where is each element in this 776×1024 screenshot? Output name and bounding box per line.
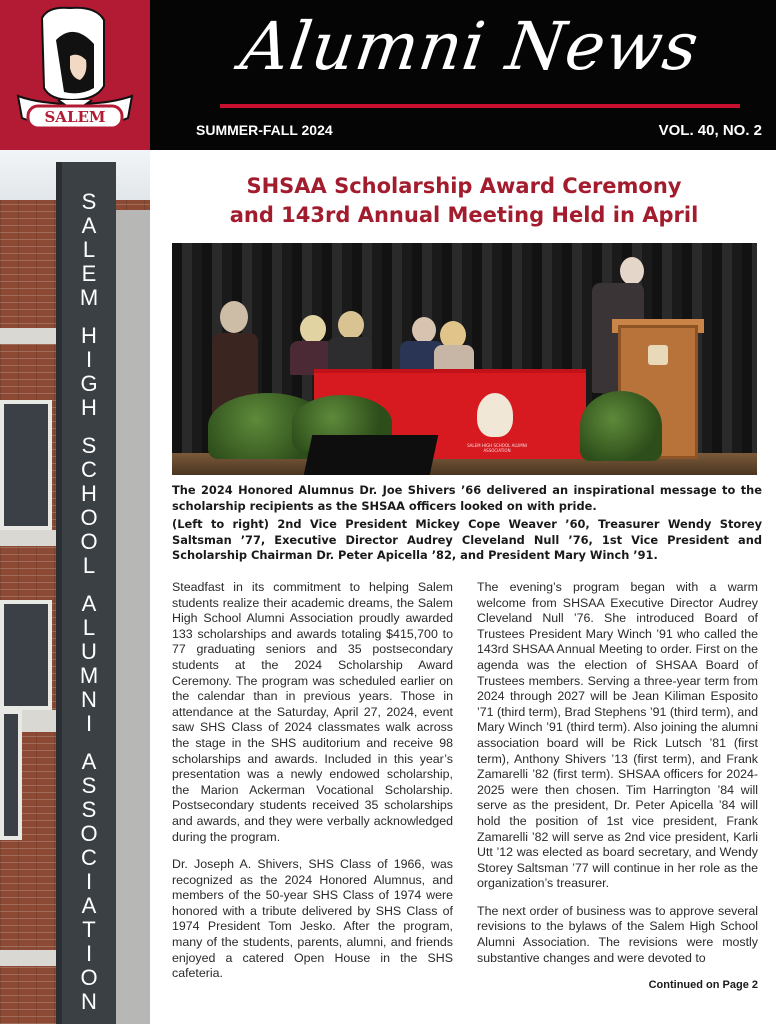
- pylon-letter: L: [82, 615, 96, 640]
- headline-line-2: and 143rd Annual Meeting Held in April: [229, 203, 699, 227]
- pylon-letter: H: [81, 481, 97, 506]
- building-photo: [0, 150, 150, 1024]
- pylon-letter: A: [81, 213, 97, 238]
- table-banner-text: SALEM HIGH SCHOOL ALUMNI ASSOCIATION: [467, 443, 527, 453]
- pylon-letter: H: [81, 395, 97, 420]
- issue-date: SUMMER-FALL 2024: [196, 122, 333, 138]
- body-paragraph: The next order of business was to approve several revisions to the bylaws of the Salem High School Alumni Association. The revisions were mostly substantive changes and were devoted to: [477, 903, 758, 965]
- body-paragraph: The evening’s program began with a warm welcome from SHSAA Executive Director Audrey Cleveland Null ’76. She introduced Board of Trustees President Mary Winch ’91 who called the 143rd SHSAA Annual Meeting to order. First on the agenda was the election of SHSAA Board of Trustees members. Serving a three-year term from 2024 through 2027 will be Jean Kiliman Esposito ’71 (third term), Brad Stephens ’91 (third term), and Mary Winch ’91 (third term). Also joining the alumni association board will be Rick Lutsch ’81 (first term), Anthony Shivers ’13 (first term), and Frank Zamarelli ’82 (first term). SHSAA officers for 2024-2025 were then chosen. Tim Harrington ’84 will serve as the president, Dr. Peter Apicella ’84 will hold the position of 1st vice president, Frank Zamarelli ’82 will serve as 2nd vice president, Karli Utt ’12 was elected as board secretary, and Wendy Storey Saltsman ’77 will continue in her role as the organization’s treasurer.: [477, 580, 758, 891]
- pylon-letter: S: [81, 189, 97, 214]
- window: [0, 600, 52, 710]
- article-column-left: [172, 580, 453, 982]
- pylon-letter: N: [81, 687, 97, 712]
- article-column-right: [477, 580, 758, 966]
- pylon-letter: I: [85, 711, 93, 736]
- pylon-letter: I: [85, 869, 93, 894]
- fern-plant: [580, 391, 662, 461]
- pylon-letter: A: [81, 893, 97, 918]
- pylon-letter: I: [85, 941, 93, 966]
- podium-emblem-icon: [648, 345, 668, 365]
- pylon-letter: L: [82, 553, 96, 578]
- pylon-letter: U: [81, 639, 97, 664]
- pylon-letter: E: [81, 261, 97, 286]
- window: [0, 400, 52, 530]
- newsletter-title: Alumni News: [236, 8, 704, 85]
- masthead: [150, 0, 776, 150]
- pylon-letter: C: [81, 457, 97, 482]
- photo-caption: [172, 483, 762, 564]
- stage-monitor: [304, 435, 439, 475]
- masthead-rule: [220, 104, 740, 108]
- salem-logo: [0, 0, 150, 150]
- pylon-letter: H: [81, 323, 97, 348]
- table-logo-icon: [477, 393, 513, 437]
- logo-text: SALEM: [44, 108, 106, 126]
- pylon-letter: M: [79, 663, 99, 688]
- pylon-letter: L: [82, 237, 96, 262]
- pylon-letter: N: [81, 989, 97, 1014]
- pylon-letter: A: [81, 749, 97, 774]
- pylon-letter: I: [85, 347, 93, 372]
- wall-panel: [112, 210, 150, 1024]
- pylon-letter: O: [80, 505, 98, 530]
- pylon-letter: M: [79, 285, 99, 310]
- headline-line-1: SHSAA Scholarship Award Ceremony: [246, 174, 682, 198]
- body-paragraph: Dr. Joseph A. Shivers, SHS Class of 1966, was recognized as the 2024 Honored Alumnus, and members of the 50-year SHS Class of 1974 were honored with a tribute delivered by SHS Class of 1974 President Tom Jesko. After the program, many of the students, parents, alumni, and friends enjoyed a catered Open House in the SHS cafeteria.: [172, 857, 453, 981]
- pylon-letter: C: [81, 845, 97, 870]
- caption-paragraph: The 2024 Honored Alumnus Dr. Joe Shivers ’66 delivered an inspirational message to the scholarship recipients as the SHSAA officers looked on with pride.: [172, 483, 762, 513]
- ceremony-photo: [172, 243, 757, 475]
- window: [0, 710, 22, 840]
- issue-volume: VOL. 40, NO. 2: [658, 122, 762, 139]
- pylon-lettering: [62, 190, 116, 1014]
- continued-link[interactable]: Continued on Page 2: [648, 979, 758, 991]
- pylon-letter: S: [81, 433, 97, 458]
- pylon-letter: T: [82, 917, 96, 942]
- pylon-letter: S: [81, 797, 97, 822]
- article-headline: [160, 172, 768, 230]
- pylon-letter: A: [81, 591, 97, 616]
- pylon-letter: O: [80, 529, 98, 554]
- pylon-letter: S: [81, 773, 97, 798]
- quaker-bonnet-logo-icon: [0, 0, 150, 150]
- body-paragraph: Steadfast in its commitment to helping Salem students realize their academic dreams, the Salem High School Alumni Association proudly awarded 133 scholarships and awards totaling $415,700 to 77 graduating seniors and 35 postsecondary students at the 2024 Scholarship Award Ceremony. The program was scheduled earlier on the calendar than in previous years. Those in attendance at the Saturday, April 27, 2024, event saw SHS Class of 2024 classmates walk across the stage in the SHS auditorium and receive 98 scholarships and awards. Included in this year’s presentation was a newly endowed scholarship, the Marion Ackerman Vocational Scholarship. Postsecondary students received 35 scholarships and awards, and they were verbally acknowledged during the program.: [172, 580, 453, 844]
- pylon-letter: O: [80, 965, 98, 990]
- pylon-letter: G: [80, 371, 98, 396]
- pylon-letter: O: [80, 821, 98, 846]
- caption-paragraph: (Left to right) 2nd Vice President Mickey Cope Weaver ’60, Treasurer Wendy Storey Saltsman ’77, Executive Director Audrey Cleveland Null ’76, 1st Vice President and Scholarship Chairman Dr. Peter Apicella ’82, and President Mary Winch ’91.: [172, 517, 762, 562]
